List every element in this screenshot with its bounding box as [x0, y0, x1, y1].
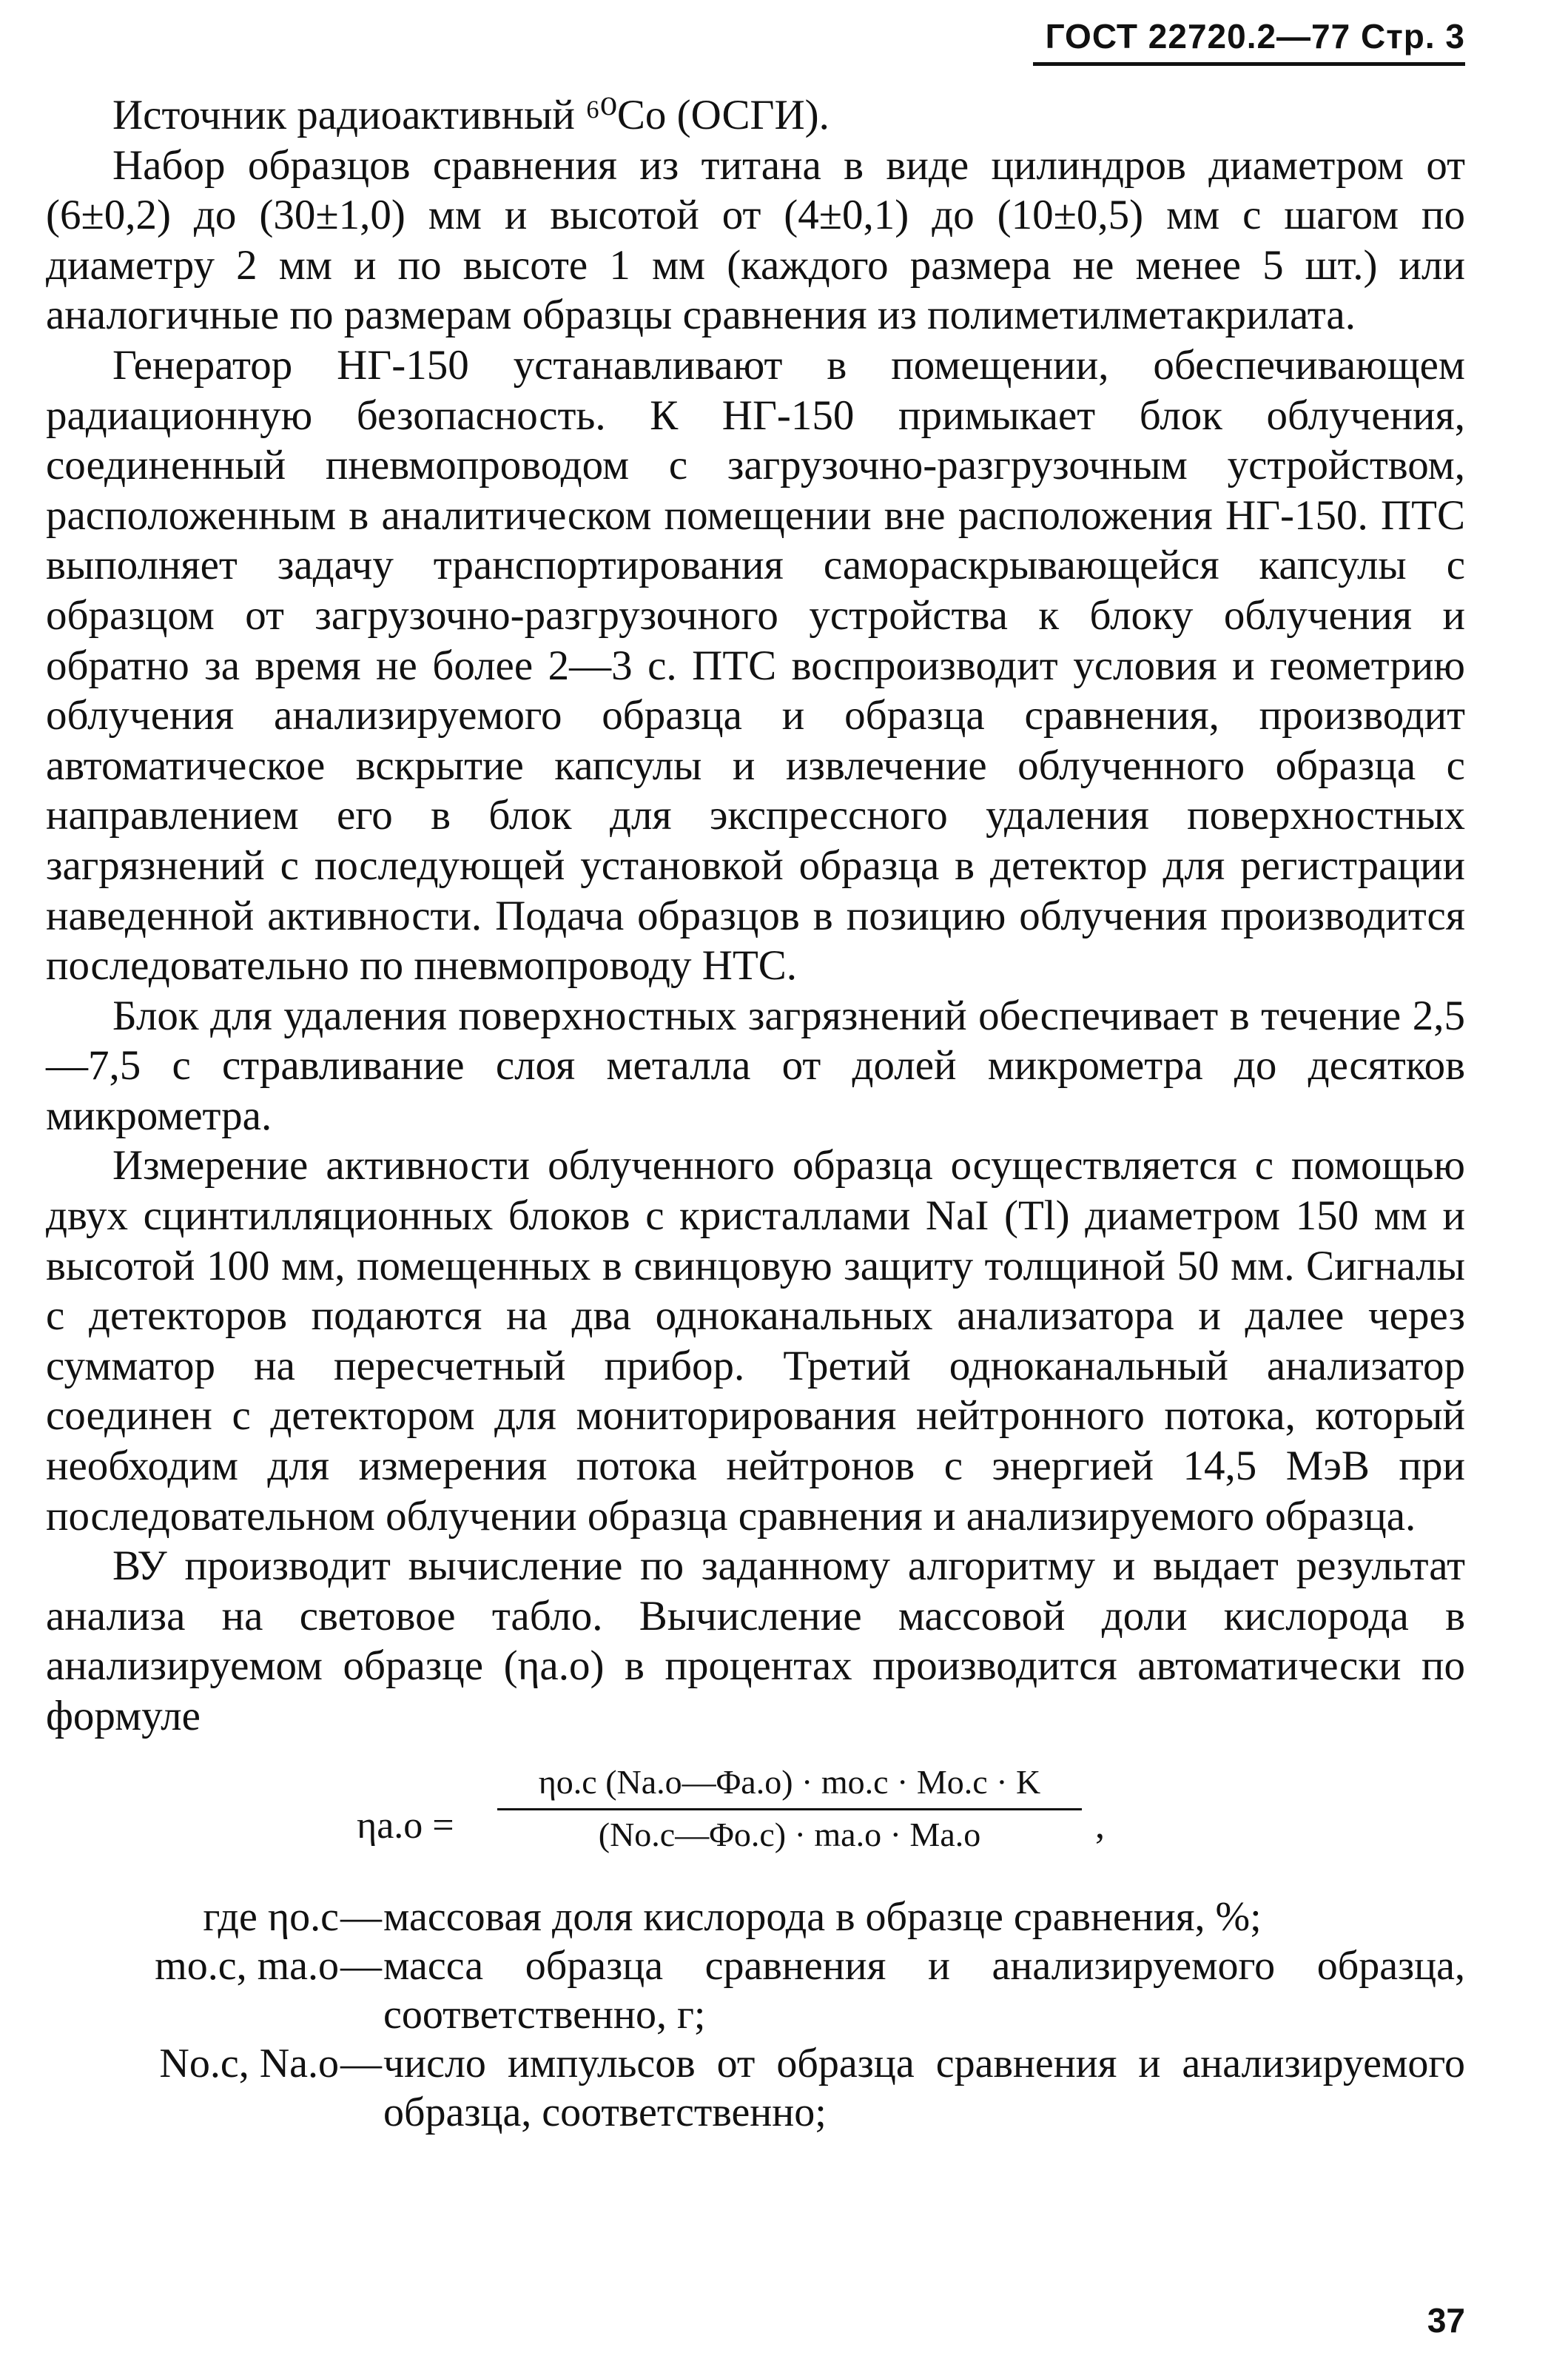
- formula-fraction: [497, 1761, 1082, 1856]
- formula-lhs: ηа.о =: [357, 1804, 454, 1847]
- definition-desc: число импульсов от образца сравнения и анализируемого образца, соответственно;: [383, 2040, 1465, 2135]
- paragraph: Набор образцов сравнения из титана в виде цилиндров диаметром от (6±0,2) до (30±1,0) мм и высотой от (4±0,1) до (10±0,5) мм с шагом по диаметру 2 мм и по высоте 1 мм (каждого размера не менее 5 шт.) или аналогичные по размерам образцы сравнения из полиметилметакрилата.: [46, 141, 1465, 339]
- definition-term: mо.с, mа.о: [155, 1942, 339, 1989]
- paragraph: Генератор НГ-150 устанавливают в помещении, обеспечивающем радиационную безопасность. К НГ-150 примыкает блок облучения, соединенный пневмопроводом с загрузочно-разгрузочным устройством, расположенным в аналитическом помещении вне расположения НГ-150. ПТС выполняет задачу транспортирования самораскрывающейся капсулы с образцом от загрузочно-разгрузочного устройства к блоку облучения и обратно за время не более 2—3 с. ПТС воспроизводит условия и геометрию облучения анализируемого образца и образца сравнения, производит автоматическое вскрытие капсулы и извлечение облученного образца с направлением его в блок для экспрессного удаления поверхностных загрязнений с последующей установкой образца в детектор для регистрации наведенной активности. Подача образцов в позицию облучения производится последовательно по пневмопроводу НТС.: [46, 341, 1465, 990]
- header-rule: [1033, 62, 1465, 66]
- page-header: ГОСТ 22720.2—77 Стр. 3: [1045, 17, 1465, 56]
- definition-dash: —: [340, 1893, 382, 1940]
- formula-numerator: ηо.с (Nа.о—Φа.о) · mо.с · Mо.с · K: [497, 1761, 1082, 1810]
- definition-desc: масса образца сравнения и анализируемого образца, соответственно, г;: [383, 1942, 1465, 2038]
- definition-term: Nо.с, Nа.о: [159, 2040, 339, 2086]
- formula-denominator: (Nо.с—Φо.с) · mа.о · Mа.о: [598, 1815, 981, 1853]
- definition-term: где ηо.с: [203, 1893, 339, 1940]
- paragraph: Блок для удаления поверхностных загрязнений обеспечивает в течение 2,5—7,5 с стравливание слоя металла от долей микрометра до десятков микрометра.: [46, 992, 1465, 1139]
- definition-dash: —: [340, 2040, 382, 2086]
- page-number: 37: [1427, 2301, 1465, 2340]
- formula-comma: ,: [1095, 1804, 1105, 1847]
- definitions-list: [46, 1893, 1465, 2137]
- paragraph: Измерение активности облученного образца осуществляется с помощью двух сцинтилляционных блоков с кристаллами NaI (Tl) диаметром 150 мм и высотой 100 мм, помещенных в свинцовую защиту толщиной 50 мм. Сигналы с детекторов подаются на два одноканальных анализатора и далее через сумматор на пересчетный прибор. Третий одноканальный анализатор соединен с детектором для мониторирования нейтронного потока, который необходим для измерения потока нейтронов с энергией 14,5 МэВ при последовательном облучении образца сравнения и анализируемого образца.: [46, 1142, 1465, 1540]
- document-body: [46, 90, 1465, 2137]
- definition-dash: —: [340, 1942, 382, 1989]
- definition-desc: массовая доля кислорода в образце сравнения, %;: [383, 1893, 1262, 1940]
- paragraph: Источник радиоактивный ⁶⁰Co (ОСГИ).: [112, 92, 830, 138]
- definition-row: [46, 2039, 1465, 2137]
- oxygen-fraction-formula: [46, 1761, 1465, 1885]
- definition-row: [46, 1941, 1465, 2039]
- definition-row: [46, 1893, 1465, 1941]
- paragraph: ВУ производит вычисление по заданному алгоритму и выдает результат анализа на световое табло. Вычисление массовой доли кислорода в анализируемом образце (ηа.о) в процентах производится автоматически по формуле: [46, 1542, 1465, 1739]
